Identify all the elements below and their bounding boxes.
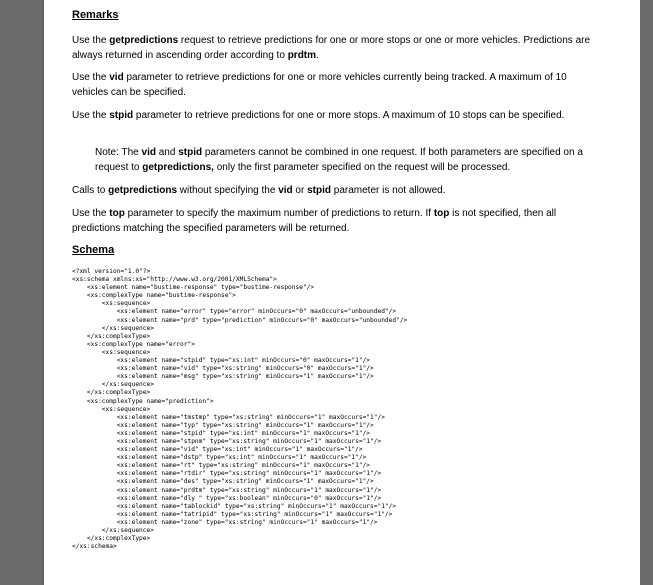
code-line: <xs:element name="prd" type="prediction" minOccurs="0" maxOccurs="unbounded"/> — [72, 316, 408, 324]
code-line: <xs:complexType name="bustime-response"> — [72, 292, 236, 300]
bold-term: top — [109, 208, 125, 219]
bold-term: top — [433, 208, 450, 219]
text-run: request to retrieve predictions for one or more stops or one or more vehicles. Predictions are always returned in ascending order according to — [72, 35, 591, 61]
code-line: <xs:element name="stpid" type="xs:int" minOccurs="0" maxOccurs="1"/> — [72, 357, 371, 365]
code-line: <?xml version="1.0"?> — [72, 268, 151, 275]
text-run: parameter to specify the maximum number of predictions to return. If — [124, 208, 434, 219]
code-line: <xs:element name="typ" type="xs:string" minOccurs="1" maxOccurs="1"/> — [72, 421, 374, 429]
schema-code-block — [72, 268, 407, 551]
code-line: <xs:sequence> — [72, 300, 151, 308]
text-run: parameter is not allowed. — [331, 185, 446, 196]
code-line: <xs:schema xmlns:xs="http://www.w3.org/2001/XMLSchema"> — [72, 276, 277, 284]
text-run: and — [155, 147, 179, 158]
code-line: <xs:element name="des" type="xs:string" minOccurs="1" maxOccurs="1"/> — [72, 478, 374, 486]
paragraph-calls — [72, 183, 592, 198]
bold-term: stpid — [109, 110, 134, 121]
code-line: <xs:element name="tablockid" type="xs:string" minOccurs="1" maxOccurs="1"/> — [72, 502, 397, 510]
code-line: <xs:element name="vid" type="xs:int" minOccurs="1" maxOccurs="1"/> — [72, 446, 363, 454]
bold-term: stpid — [178, 147, 203, 158]
bold-term: getpredictions — [109, 35, 179, 46]
text-run: Use the — [72, 208, 110, 219]
code-line: <xs:element name="stpid" type="xs:int" minOccurs="1" maxOccurs="1"/> — [72, 429, 371, 437]
text-run: parameter to retrieve predictions for one or more vehicles currently being tracked. A maximum of 10 vehicles can be specified. — [72, 72, 567, 98]
bold-term: vid — [278, 185, 293, 196]
paragraph-stpid — [72, 108, 592, 123]
scrollbar[interactable] — [640, 0, 653, 585]
code-line: <xs:element name="dly " type="xs:boolean" minOccurs="0" maxOccurs="1"/> — [72, 494, 382, 502]
code-line: <xs:sequence> — [72, 348, 151, 356]
code-line: </xs:sequence> — [72, 527, 154, 534]
code-line: </xs:sequence> — [72, 324, 154, 332]
text-run: Note: The — [95, 147, 142, 158]
paragraph-vid — [72, 70, 592, 100]
text-run: parameter to retrieve predictions for one or more stops. A maximum of 10 stops can be specified. — [133, 110, 565, 121]
text-run: Calls to — [72, 185, 109, 196]
code-line: </xs:complexType> — [72, 535, 151, 543]
text-run: . — [316, 50, 319, 61]
note-paragraph — [95, 145, 595, 175]
code-line: <xs:element name="rt" type="xs:string" minOccurs="1" maxOccurs="1"/> — [72, 462, 371, 470]
text-run: Use the — [72, 110, 110, 121]
code-line: <xs:complexType name="error"> — [72, 340, 195, 348]
code-line: </xs:complexType> — [72, 389, 151, 397]
code-line: <xs:sequence> — [72, 405, 151, 413]
code-line: <xs:element name="tmstmp" type="xs:string" minOccurs="1" maxOccurs="1"/> — [72, 413, 385, 421]
bold-term: prdtm — [287, 50, 317, 61]
code-line: <xs:element name="error" type="error" minOccurs="0" maxOccurs="unbounded"/> — [72, 308, 397, 316]
bold-term: getpredictions — [108, 185, 178, 196]
code-line: </xs:schema> — [72, 543, 117, 551]
text-run: parameters cannot be combined in one request. If both parameters are specified on a request to — [95, 147, 583, 173]
code-line: </xs:complexType> — [72, 332, 151, 340]
bold-term: vid — [109, 72, 124, 83]
text-run: is not specified, then all predictions matching the specified parameters will be returned. — [72, 208, 557, 234]
bold-term: getpredictions, — [142, 162, 214, 173]
code-line: <xs:element name="zone" type="xs:string" minOccurs="1" maxOccurs="1"/> — [72, 518, 378, 526]
bold-term: vid — [141, 147, 156, 158]
code-line: <xs:element name="stpnm" type="xs:string" minOccurs="1" maxOccurs="1"/> — [72, 437, 382, 445]
text-run: without specifying the — [177, 185, 279, 196]
code-line: <xs:element name="vid" type="xs:string" minOccurs="0" maxOccurs="1"/> — [72, 365, 374, 373]
code-line: <xs:element name="tatripid" type="xs:string" minOccurs="1" maxOccurs="1"/> — [72, 510, 393, 518]
paragraph-top — [72, 206, 592, 236]
code-line: <xs:element name="msg" type="xs:string" minOccurs="1" maxOccurs="1"/> — [72, 373, 374, 381]
schema-heading: Schema — [72, 244, 115, 256]
code-line: </xs:sequence> — [72, 381, 154, 389]
text-run: Use the — [72, 35, 110, 46]
bold-term: stpid — [307, 185, 331, 196]
text-run: Use the — [72, 72, 110, 83]
text-run: or — [292, 185, 308, 196]
code-line: <xs:element name="dstp" type="xs:int" minOccurs="1" maxOccurs="1"/> — [72, 454, 367, 462]
paragraph-getpredictions — [72, 33, 592, 63]
document-page — [44, 0, 640, 585]
code-line: <xs:complexType name="prediction"> — [72, 397, 214, 405]
remarks-heading: Remarks — [72, 9, 119, 21]
code-line: <xs:element name="rtdir" type="xs:string" minOccurs="1" maxOccurs="1"/> — [72, 470, 382, 478]
text-run: only the first parameter specified on the request will be processed. — [213, 162, 511, 173]
code-line: <xs:element name="prdtm" type="xs:string" minOccurs="1" maxOccurs="1"/> — [72, 486, 382, 494]
code-line: <xs:element name="bustime-response" type="bustime-response"/> — [72, 284, 315, 292]
